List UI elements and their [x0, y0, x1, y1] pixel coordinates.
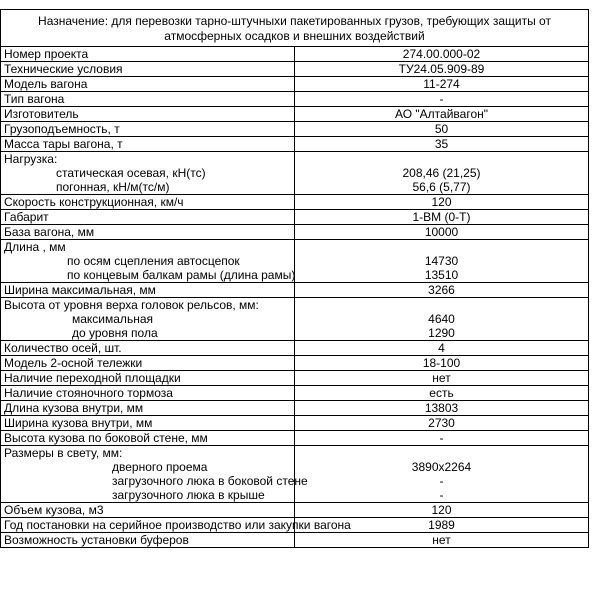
param-sublabel: по осям сцепления автосцепок [67, 254, 240, 268]
param-value-cell [295, 122, 589, 137]
param-value: 13803 [424, 401, 459, 415]
param-label-cell [1, 371, 295, 386]
param-value: 4 [438, 341, 445, 355]
param-label: Высота кузова по боковой стене, мм [4, 431, 208, 445]
param-value-cell [295, 341, 589, 356]
param-value-cell [295, 225, 589, 240]
param-label-cell [1, 92, 295, 107]
param-value: 274.00.000-02 [402, 47, 481, 61]
param-value: нет [432, 371, 451, 385]
param-value: 120 [431, 195, 452, 209]
param-value: ТУ24.05.909-89 [398, 62, 485, 76]
param-value: 1989 [428, 518, 455, 532]
param-subvalue: 3890x2264 [411, 460, 472, 474]
param-label-cell [1, 225, 295, 240]
param-value: 35 [434, 137, 449, 151]
table-row [1, 416, 589, 431]
param-sublabel: максимальная [72, 312, 153, 326]
param-label-cell [1, 446, 308, 503]
param-sublabel: загрузочного люка в крыше [112, 488, 265, 502]
table-row [1, 240, 589, 283]
param-label-cell [1, 533, 295, 548]
table-row [1, 341, 589, 356]
param-sublabel: погонная, кН/м(тс/м) [56, 180, 170, 194]
param-subvalue: 4640 [428, 312, 455, 326]
param-label: Модель 2-осной тележки [4, 356, 143, 370]
table-row [1, 503, 589, 518]
param-value-cell [295, 152, 589, 195]
param-value-cell [295, 503, 589, 518]
table-row [1, 210, 589, 225]
param-label-cell [1, 518, 351, 533]
table-row [1, 298, 589, 341]
param-label: Грузоподъемность, т [4, 122, 120, 136]
param-label: База вагона, мм [4, 225, 95, 239]
param-value: нет [432, 533, 451, 547]
param-label: Нагрузка: [4, 152, 58, 166]
param-value-cell [295, 92, 589, 107]
param-subvalue: 208,46 (21,25) [402, 166, 481, 180]
param-label: Длина , мм [4, 240, 66, 254]
param-label-cell [1, 77, 295, 92]
param-value: 120 [431, 503, 452, 517]
param-label-cell [1, 122, 295, 137]
table-row [1, 283, 589, 298]
param-value: 18-100 [422, 356, 461, 370]
value-spacer [298, 152, 585, 166]
table-row [1, 152, 589, 195]
param-label-cell [1, 386, 295, 401]
param-label-cell [1, 401, 295, 416]
param-value-cell [295, 210, 589, 225]
param-label: Длина кузова внутри, мм [4, 401, 144, 415]
table-row [1, 77, 589, 92]
param-value-cell [295, 47, 589, 62]
param-label: Масса тары вагона, т [4, 137, 123, 151]
param-value-cell [295, 137, 589, 152]
param-label-cell [1, 47, 295, 62]
param-label-cell [1, 152, 295, 195]
param-value-cell [295, 107, 589, 122]
param-label: Размеры в свету, мм: [4, 446, 123, 460]
param-value: 3266 [428, 283, 455, 297]
table-row [1, 107, 589, 122]
param-label-cell [1, 503, 295, 518]
param-label: Наличие стояночного тормоза [4, 386, 173, 400]
param-value-cell [295, 371, 589, 386]
table-row [1, 356, 589, 371]
value-spacer [298, 446, 585, 460]
param-sublabel: загрузочного люка в боковой стене [112, 474, 308, 488]
param-value-cell [295, 195, 589, 210]
param-value: АО "Алтайвагон" [395, 107, 488, 121]
param-label-cell [1, 210, 295, 225]
table-row [1, 386, 589, 401]
table-row [1, 371, 589, 386]
param-label: Скорость конструкционная, км/ч [4, 195, 184, 209]
param-label-cell [1, 107, 295, 122]
table-row [1, 92, 589, 107]
param-label: Технические условия [4, 62, 123, 76]
param-value-cell [295, 401, 589, 416]
param-value-cell [295, 240, 589, 283]
param-label-cell [1, 416, 295, 431]
param-label: Тип вагона [4, 92, 65, 106]
param-label-cell [1, 356, 295, 371]
table-row [1, 47, 589, 62]
param-value-cell [295, 386, 589, 401]
param-label: Количество осей, шт. [4, 341, 122, 355]
param-label-cell [1, 62, 295, 77]
param-value-cell [295, 283, 589, 298]
title-row [1, 10, 589, 47]
param-subvalue: - [439, 474, 444, 488]
param-subvalue: 13510 [424, 268, 459, 282]
param-sublabel: дверного проема [112, 460, 208, 474]
table-row [1, 431, 589, 446]
param-sublabel: статическая осевая, кН(тс) [56, 166, 206, 180]
param-label-cell [1, 298, 295, 341]
param-label: Год постановки на серийное производство или закупки вагона [4, 518, 351, 532]
param-label-cell [1, 283, 295, 298]
param-label: Изготовитель [4, 107, 79, 121]
param-label-cell [1, 195, 295, 210]
param-value: 11-274 [423, 77, 460, 91]
table-row [1, 446, 589, 503]
param-label: Модель вагона [4, 77, 88, 91]
param-subvalue: 1290 [428, 326, 455, 340]
param-label: Наличие переходной площадки [4, 371, 181, 385]
param-value-cell [295, 416, 589, 431]
param-label-cell [1, 137, 295, 152]
table-row [1, 137, 589, 152]
param-value-cell [295, 62, 589, 77]
param-value-cell [295, 356, 589, 371]
param-subvalue: 14730 [424, 254, 459, 268]
param-value: 50 [434, 122, 449, 136]
param-value: 10000 [424, 225, 459, 239]
param-value: - [439, 431, 444, 445]
param-value: 1-ВМ (0-Т) [412, 210, 471, 224]
param-value-cell [295, 77, 589, 92]
param-label-cell [1, 341, 295, 356]
param-subvalue: - [439, 488, 444, 502]
table-row [1, 533, 589, 548]
table-row [1, 195, 589, 210]
param-value-cell [295, 298, 589, 341]
param-subvalue: 56,6 (5,77) [412, 180, 471, 194]
param-value: есть [429, 386, 454, 400]
param-label-cell [1, 431, 295, 446]
param-label: Ширина кузова внутри, мм [4, 416, 153, 430]
table-title: Назначение: для перевозки тарно-штучныхи пакетированных грузов, требующих защиты от атмосферных осадков и внешних воздействий [1, 10, 589, 47]
param-value-cell [295, 431, 589, 446]
param-label: Номер проекта [4, 47, 89, 61]
param-label: Высота от уровня верха головок рельсов, мм: [4, 298, 259, 312]
param-label: Ширина максимальная, мм [4, 283, 156, 297]
value-spacer [298, 298, 585, 312]
param-label: Возможность установки буферов [4, 533, 189, 547]
param-label: Объем кузова, м3 [4, 503, 104, 517]
table-row [1, 122, 589, 137]
table-row [1, 518, 589, 533]
param-sublabel: до уровня пола [72, 326, 158, 340]
value-spacer [298, 240, 585, 254]
specification-table [0, 9, 589, 548]
table-row [1, 225, 589, 240]
param-label: Габарит [4, 210, 49, 224]
param-value-cell [295, 446, 589, 503]
table-row [1, 62, 589, 77]
param-value: 2730 [428, 416, 455, 430]
param-value: - [439, 92, 444, 106]
param-value-cell [295, 533, 589, 548]
table-row [1, 401, 589, 416]
param-sublabel: по концевым балкам рамы (длина рамы) [67, 268, 296, 282]
param-label-cell [1, 240, 295, 283]
